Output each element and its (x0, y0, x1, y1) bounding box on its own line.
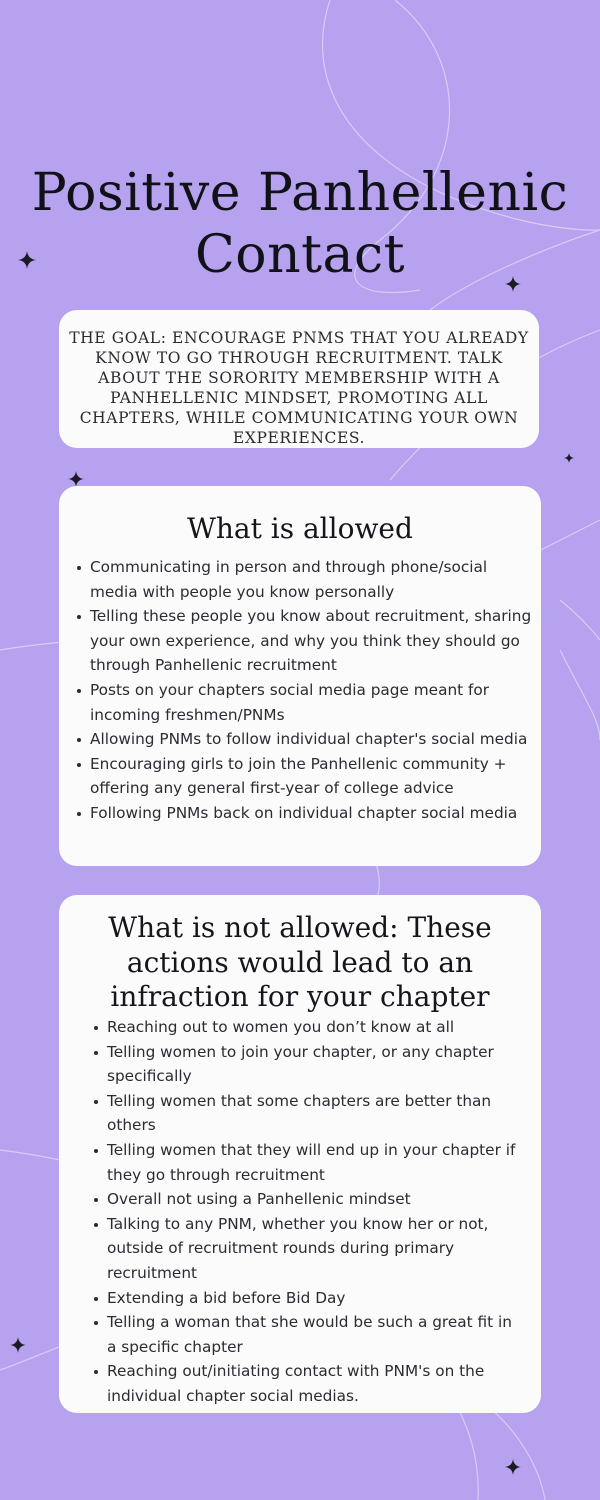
list-item: Extending a bid before Bid Day (90, 1286, 521, 1311)
allowed-list (73, 555, 535, 826)
list-item: Encouraging girls to join the Panhellenic community + offering any general first-year of college advice (73, 752, 535, 801)
sparkle-icon (564, 453, 574, 463)
list-item: Telling a woman that she would be such a great fit in a specific chapter (90, 1310, 521, 1359)
not-allowed-heading: What is not allowed: These actions would lead to an infraction for your chapter (108, 911, 492, 1013)
not-allowed-card (59, 895, 541, 1413)
list-item: Reaching out/initiating contact with PNM's on the individual chapter social medias. (90, 1359, 521, 1408)
goal-card (59, 310, 539, 448)
list-item: Telling women to join your chapter, or any chapter specifically (90, 1040, 521, 1089)
list-item: Telling these people you know about recruitment, sharing your own experience, and why you think they should go through Panhellenic recruitment (73, 604, 535, 678)
allowed-card (59, 486, 541, 866)
list-item: Reaching out to women you don’t know at all (90, 1015, 521, 1040)
list-item: Talking to any PNM, whether you know her or not, outside of recruitment rounds during primary recruitment (90, 1212, 521, 1286)
sparkle-icon (505, 1459, 521, 1475)
list-item: Telling women that they will end up in your chapter if they go through recruitment (90, 1138, 521, 1187)
list-item: Posts on your chapters social media page meant for incoming freshmen/PNMs (73, 678, 535, 727)
list-item: Overall not using a Panhellenic mindset (90, 1187, 521, 1212)
page-title-line2: Contact (194, 225, 405, 285)
not-allowed-list (90, 1015, 521, 1409)
allowed-heading: What is allowed (187, 512, 413, 545)
list-item: Allowing PNMs to follow individual chapter's social media (73, 727, 535, 752)
page-title-line1: Positive Panhellenic (31, 163, 569, 223)
goal-text: THE GOAL: ENCOURAGE PNMS THAT YOU ALREADY KNOW TO GO THROUGH RECRUITMENT. TALK ABOUT THE SORORITY MEMBERSHIP WITH A PANHELLENIC MINDSET, PROMOTING ALL CHAPTERS, WHILE COMMUNICATING YOUR OWN EXPERIENCES. (69, 329, 529, 447)
page-title (0, 162, 600, 286)
list-item: Following PNMs back on individual chapter social media (73, 801, 535, 826)
sparkle-icon (68, 471, 84, 487)
list-item: Telling women that some chapters are better than others (90, 1089, 521, 1138)
list-item: Communicating in person and through phone/social media with people you know personally (73, 555, 535, 604)
sparkle-icon (10, 1337, 26, 1353)
